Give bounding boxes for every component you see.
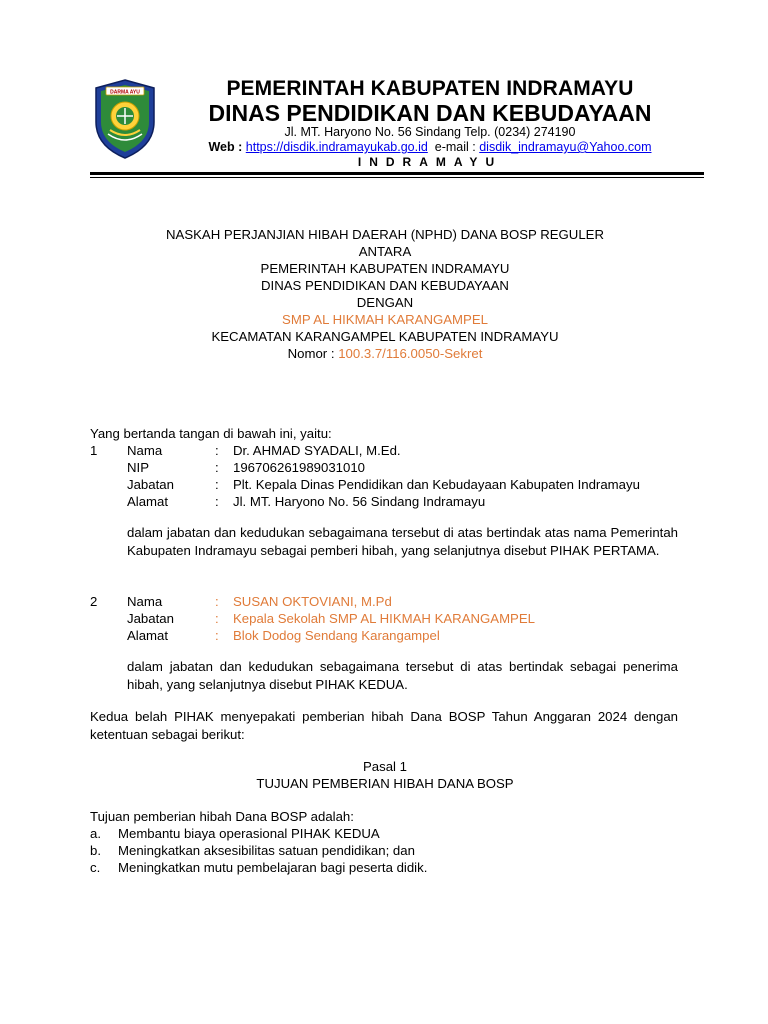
party2-address-colon: :	[215, 628, 219, 643]
party1-address-label: Alamat	[127, 494, 169, 509]
party1-nip-value: 196706261989031010	[233, 460, 366, 475]
party1-address-colon: :	[215, 494, 219, 509]
party2-position-value: Kepala Sekolah SMP AL HIKMAH KARANGAMPEL	[233, 611, 535, 626]
list-marker-a: a.	[90, 826, 101, 841]
title-line-3: PEMERINTAH KABUPATEN INDRAMAYU	[260, 261, 510, 276]
party1-number: 1	[90, 443, 98, 458]
party2-name-colon: :	[215, 594, 219, 609]
pasal-lead: Tujuan pemberian hibah Dana BOSP adalah:	[90, 809, 354, 824]
logo-ribbon-text: DARMA AYU	[110, 89, 140, 96]
intro-text: Yang bertanda tangan di bawah ini, yaitu:	[90, 426, 332, 441]
party1-description: dalam jabatan dan kedudukan sebagaimana tersebut di atas bertindak atas nama Pemerintah Kabupaten Indramayu sebagai pemberi hibah, yang selanjutnya disebut PIHAK PERTAMA.	[127, 525, 678, 558]
header-government-name: PEMERINTAH KABUPATEN INDRAMAYU	[226, 77, 634, 100]
list-marker-b: b.	[90, 843, 101, 858]
party1-nip-label: NIP	[127, 460, 149, 475]
web-label: Web :	[208, 140, 243, 154]
party1-name-label: Nama	[127, 443, 163, 458]
title-line-7: KECAMATAN KARANGAMPEL KABUPATEN INDRAMAYU	[211, 329, 559, 344]
nomor-value: 100.3.7/116.0050-Sekret	[338, 346, 483, 361]
header-contact-line	[160, 140, 700, 154]
list-item-c: Meningkatkan mutu pembelajaran bagi peserta didik.	[118, 860, 428, 875]
party1-nip-colon: :	[215, 460, 219, 475]
party2-position-label: Jabatan	[127, 611, 174, 626]
party2-description: dalam jabatan dan kedudukan sebagaimana tersebut di atas bertindak sebagai penerima hibah, yang selanjutnya disebut PIHAK KEDUA.	[127, 659, 678, 692]
list-item-b: Meningkatkan aksesibilitas satuan pendidikan; dan	[118, 843, 415, 858]
header-agency-name: DINAS PENDIDIKAN DAN KEBUDAYAAN	[208, 100, 652, 126]
header-city: INDRAMAYU	[357, 155, 503, 169]
list-item-a: Membantu biaya operasional PIHAK KEDUA	[118, 826, 380, 841]
party1-position-value: Plt. Kepala Dinas Pendidikan dan Kebudayaan Kabupaten Indramayu	[233, 477, 640, 492]
title-line-2: ANTARA	[358, 244, 412, 259]
party1-name-value: Dr. AHMAD SYADALI, M.Ed.	[233, 443, 401, 458]
party1-name-colon: :	[215, 443, 219, 458]
pasal-number: Pasal 1	[363, 759, 407, 774]
title-line-1: NASKAH PERJANJIAN HIBAH DAERAH (NPHD) DANA BOSP REGULER	[166, 227, 604, 242]
party2-address-label: Alamat	[127, 628, 169, 643]
party2-name-label: Nama	[127, 594, 163, 609]
pasal-heading: TUJUAN PEMBERIAN HIBAH DANA BOSP	[256, 776, 514, 791]
party1-position-label: Jabatan	[127, 477, 174, 492]
nomor-label: Nomor :	[287, 346, 335, 361]
email-link[interactable]: disdik_indramayu@Yahoo.com	[479, 140, 652, 154]
title-line-5: DENGAN	[356, 295, 414, 310]
title-line-4: DINAS PENDIDIKAN DAN KEBUDAYAAN	[261, 278, 509, 293]
party2-name-value: SUSAN OKTOVIANI, M.Pd	[233, 594, 392, 609]
document-title-block	[90, 226, 680, 362]
party2-number: 2	[90, 594, 98, 609]
email-label: e-mail :	[434, 140, 476, 154]
list-marker-c: c.	[90, 860, 101, 875]
website-link[interactable]: https://disdik.indramayukab.go.id	[245, 140, 428, 154]
party1-address-value: Jl. MT. Haryono No. 56 Sindang Indramayu	[233, 494, 486, 509]
regency-emblem-logo	[92, 78, 158, 160]
party1-position-colon: :	[215, 477, 219, 492]
header-divider-thin	[90, 177, 704, 178]
party2-address-value: Blok Dodog Sendang Karangampel	[233, 628, 440, 643]
header-divider-thick	[90, 172, 704, 175]
document-number	[90, 345, 680, 362]
school-name: SMP AL HIKMAH KARANGAMPEL	[282, 312, 488, 327]
header-address: Jl. MT. Haryono No. 56 Sindang Telp. (0234) 274190	[284, 125, 576, 139]
party2-position-colon: :	[215, 611, 219, 626]
agreement-text: Kedua belah PIHAK menyepakati pemberian hibah Dana BOSP Tahun Anggaran 2024 dengan ketentuan sebagai berikut:	[90, 709, 678, 742]
